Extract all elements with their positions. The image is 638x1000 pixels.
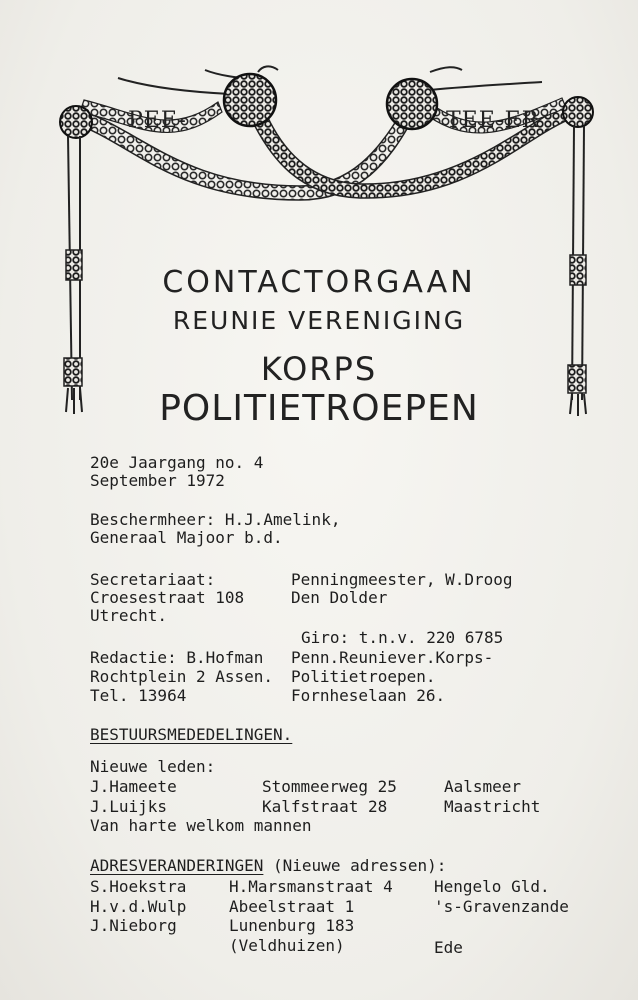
secretariat-city: Utrecht. (90, 606, 168, 625)
treasurer-line-4: Penn.Reuniever.Korps- (291, 648, 494, 667)
treasurer-line-5: Politietroepen. (291, 667, 436, 686)
address-street: Lunenburg 183 (229, 916, 355, 935)
masthead-left-label: PEE- (128, 108, 187, 133)
patron-line-2: Generaal Majoor b.d. (90, 528, 283, 547)
address-street: Abeelstraat 1 (229, 897, 355, 916)
member-name: J.Luijks (90, 797, 168, 816)
masthead-line-1: CONTACTORGAAN (162, 265, 476, 300)
new-members-label: Nieuwe leden: (90, 757, 216, 776)
masthead-right-label: TEE-ER (446, 108, 540, 133)
masthead-line-2: REUNIE VERENIGING (172, 306, 466, 335)
masthead (0, 0, 638, 440)
patron-line-1: Beschermheer: H.J.Amelink, (90, 510, 341, 529)
member-city: Aalsmeer (444, 777, 522, 796)
treasurer-line-2: Den Dolder (291, 588, 388, 607)
address-city: Ede (434, 938, 463, 957)
address-changes-heading-suffix: (Nieuwe adressen): (263, 856, 447, 875)
rosette-center-right-icon (387, 79, 437, 129)
rosette-center-left-icon (224, 74, 276, 126)
editorial-line-2: Rochtplein 2 Assen. (90, 667, 274, 686)
address-name: S.Hoekstra (90, 877, 187, 896)
editorial-line-1: Redactie: B.Hofman (90, 648, 264, 667)
masthead-line-4: POLITIETROEPEN (159, 388, 479, 429)
issue-volume: 20e Jaargang no. 4 (90, 453, 264, 472)
address-changes-heading: ADRESVERANDERINGEN (90, 856, 264, 875)
secretariat-label: Secretariaat: (90, 570, 216, 589)
masthead-line-3: KORPS (260, 350, 378, 388)
address-name: J.Nieborg (90, 916, 177, 935)
address-street: (Veldhuizen) (229, 936, 345, 955)
treasurer-giro: Giro: t.n.v. 220 6785 (301, 628, 504, 647)
member-street: Stommeerweg 25 (262, 777, 397, 796)
editorial-line-3: Tel. 13964 (90, 686, 187, 705)
member-city: Maastricht (444, 797, 541, 816)
address-city: 's-Gravenzande (434, 897, 569, 916)
treasurer-line-1: Penningmeester, W.Droog (291, 570, 513, 589)
address-street: H.Marsmanstraat 4 (229, 877, 393, 896)
secretariat-street: Croesestraat 108 (90, 588, 245, 607)
issue-date: September 1972 (90, 471, 225, 490)
welcome-text: Van harte welkom mannen (90, 816, 312, 835)
address-name: H.v.d.Wulp (90, 897, 187, 916)
rosette-left-icon (60, 106, 92, 138)
board-heading: BESTUURSMEDEDELINGEN. (90, 725, 293, 744)
member-street: Kalfstraat 28 (262, 797, 388, 816)
member-name: J.Hameete (90, 777, 177, 796)
treasurer-line-6: Fornheselaan 26. (291, 686, 446, 705)
address-city: Hengelo Gld. (434, 877, 550, 896)
address-changes-heading-line (90, 856, 446, 876)
rosette-right-icon (563, 97, 593, 127)
